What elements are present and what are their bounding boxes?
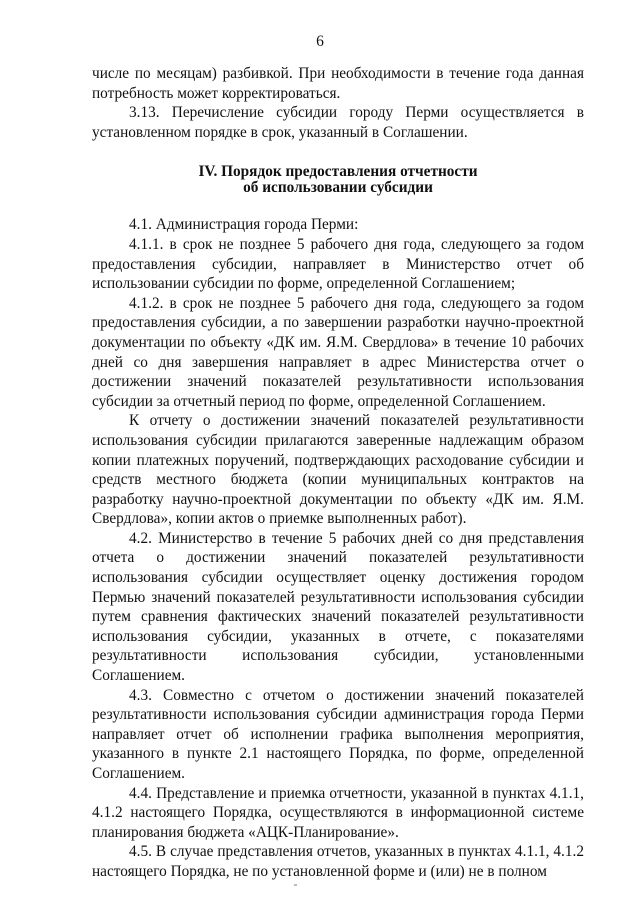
- scan-artifact: [294, 884, 297, 886]
- section-heading-line2: об использовании субсидии: [243, 179, 433, 197]
- paragraph-4-2: 4.2. Министерство в течение 5 рабочих дней со дня представления отчета о достижении значений показателей результативности использования субсидии осуществляет оценку достижения городом Пермью значений показателей результативности использования субсидии путем сравнения фактических значений показателей результативности использования субсидии, указанных в отчете, с показателями результативности использования субсидии, установленными Соглашением.: [92, 529, 584, 685]
- paragraph-continuation: числе по месяцам) разбивкой. При необходимости в течение года данная потребность может корректироваться.: [92, 65, 584, 102]
- paragraph-4-3: 4.3. Совместно с отчетом о достижении значений показателей результативности использования субсидии администрация города Перми направляет отчет об исполнении графика выполнения мероприятия, указанного в пункте 2.1 настоящего Порядка, по форме, определенной Соглашением.: [92, 686, 584, 782]
- paragraph-4-1: 4.1. Администрация города Перми:: [129, 216, 359, 234]
- document-body: [92, 64, 584, 882]
- section-heading-line1: IV. Порядок предоставления отчетности: [198, 163, 478, 181]
- paragraph-4-1-2: 4.1.2. в срок не позднее 5 рабочего дня года, следующего за годом предоставления субсидии, а по завершении разработки научно-проектной документации по объекту «ДК им. Я.М. Свердлова» в течение 10 рабочих дней со дня завершения направляет в адрес Министерства отчет о достижении значений показателей результативности использования субсидии за отчетный период по форме, определенной Соглашением.: [92, 294, 584, 410]
- section-heading: [92, 164, 584, 196]
- paragraph-report-attachments: К отчету о достижении значений показателей результативности использования субсидии прилагаются заверенные надлежащим образом копии платежных поручений, подтверждающих расходование субсидии и средств местного бюджета (копии муниципальных контрактов на разработку научно-проектной документации по объекту «ДК им. Я.М. Свердлова», копии актов о приемке выполненных работ).: [92, 412, 584, 528]
- paragraph-4-4: 4.4. Представление и приемка отчетности, указанной в пунктах 4.1.1, 4.1.2 настоящего Порядка, осуществляются в информационной системе планирования бюджета «АЦК-Планирование».: [92, 784, 584, 841]
- paragraph-3-13: 3.13. Перечисление субсидии городу Перми осуществляется в установленном порядке в срок, указанный в Соглашении.: [92, 104, 584, 141]
- paragraph-4-5: 4.5. В случае представления отчетов, указанных в пунктах 4.1.1, 4.1.2 настоящего Порядка, не по установленной форме и (или) не в полном: [92, 843, 584, 880]
- page-number: 6: [316, 33, 324, 50]
- paragraph-4-1-1: 4.1.1. в срок не позднее 5 рабочего дня года, следующего за годом предоставления субсидии, направляет в Министерство отчет об использовании субсидии по форме, определенной Соглашением;: [92, 235, 584, 293]
